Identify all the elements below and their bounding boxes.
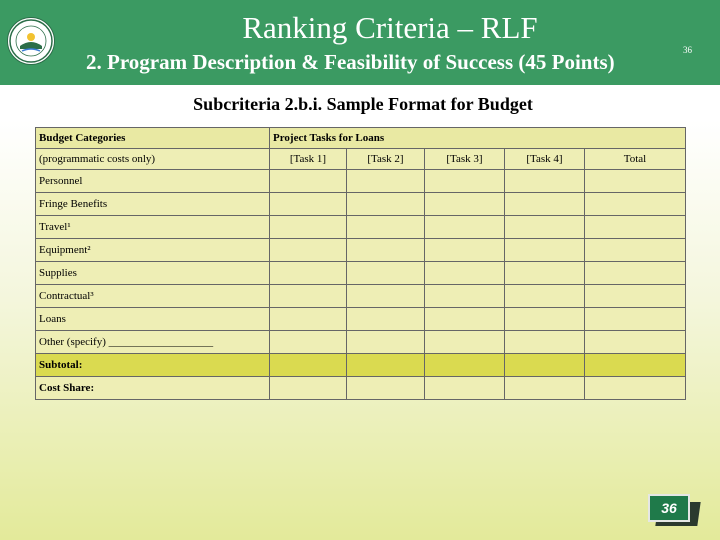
table-cell — [425, 308, 505, 331]
table-cell — [585, 262, 686, 285]
table-cell — [585, 216, 686, 239]
table-cell — [270, 308, 347, 331]
row-label: Loans — [36, 308, 270, 331]
table-subheader-row — [36, 149, 686, 170]
table-row — [36, 285, 686, 308]
subheader-programmatic-costs: (programmatic costs only) — [36, 149, 270, 170]
table-cell — [270, 285, 347, 308]
small-slide-number: 36 — [683, 45, 692, 55]
row-label: Cost Share: — [36, 377, 270, 400]
row-label: Fringe Benefits — [36, 193, 270, 216]
budget-table — [35, 127, 686, 400]
table-cell — [270, 377, 347, 400]
table-cell — [585, 193, 686, 216]
row-label: Supplies — [36, 262, 270, 285]
subtotal-row — [36, 354, 686, 377]
table-cell — [585, 285, 686, 308]
table-cell — [425, 331, 505, 354]
table-cell — [585, 354, 686, 377]
table-cell — [585, 239, 686, 262]
table-cell — [270, 216, 347, 239]
page-number: 36 — [648, 494, 690, 522]
table-cell — [425, 193, 505, 216]
table-cell — [585, 331, 686, 354]
table-row — [36, 262, 686, 285]
row-label: Contractual³ — [36, 285, 270, 308]
column-header-task-3: [Task 3] — [425, 149, 505, 170]
column-header-task-1: [Task 1] — [270, 149, 347, 170]
table-cell — [505, 170, 585, 193]
slide-subtitle: 2. Program Description & Feasibility of Success (45 Points) — [86, 50, 615, 74]
table-cell — [425, 262, 505, 285]
header-project-tasks: Project Tasks for Loans — [270, 128, 686, 149]
table-cell — [585, 377, 686, 400]
row-label: Travel¹ — [36, 216, 270, 239]
cost-share-row — [36, 377, 686, 400]
table-row — [36, 170, 686, 193]
table-cell — [270, 193, 347, 216]
table-row — [36, 216, 686, 239]
table-cell — [505, 216, 585, 239]
table-cell — [505, 262, 585, 285]
table-cell — [270, 170, 347, 193]
table-cell — [347, 216, 425, 239]
table-cell — [425, 285, 505, 308]
title-banner — [0, 0, 720, 85]
table-cell — [425, 170, 505, 193]
table-cell — [347, 308, 425, 331]
table-row — [36, 193, 686, 216]
table-cell — [270, 262, 347, 285]
row-label: Subtotal: — [36, 354, 270, 377]
table-cell — [505, 354, 585, 377]
row-label: Personnel — [36, 170, 270, 193]
table-row — [36, 239, 686, 262]
header-budget-categories: Budget Categories — [36, 128, 270, 149]
column-header-task-2: [Task 2] — [347, 149, 425, 170]
table-cell — [505, 377, 585, 400]
table-cell — [270, 331, 347, 354]
slide-title: Ranking Criteria – RLF — [242, 10, 538, 45]
table-cell — [347, 331, 425, 354]
table-cell — [270, 354, 347, 377]
table-cell — [505, 308, 585, 331]
row-label: Other (specify) ___________________ — [36, 331, 270, 354]
page-number-badge — [648, 494, 690, 526]
column-header-task-4: [Task 4] — [505, 149, 585, 170]
table-cell — [270, 239, 347, 262]
column-header-total: Total — [585, 149, 686, 170]
section-title: Subcriteria 2.b.i. Sample Format for Budget — [193, 94, 533, 114]
table-cell — [425, 354, 505, 377]
table-cell — [425, 216, 505, 239]
table-cell — [505, 193, 585, 216]
table-cell — [347, 285, 425, 308]
table-cell — [425, 377, 505, 400]
table-header-row — [36, 128, 686, 149]
table-cell — [347, 193, 425, 216]
table-cell — [347, 354, 425, 377]
table-row — [36, 331, 686, 354]
table-cell — [585, 170, 686, 193]
table-cell — [347, 377, 425, 400]
table-cell — [505, 239, 585, 262]
row-label: Equipment² — [36, 239, 270, 262]
table-cell — [425, 239, 505, 262]
table-cell — [347, 170, 425, 193]
table-cell — [505, 331, 585, 354]
table-cell — [505, 285, 585, 308]
table-cell — [585, 308, 686, 331]
table-cell — [347, 262, 425, 285]
table-row — [36, 308, 686, 331]
table-cell — [347, 239, 425, 262]
